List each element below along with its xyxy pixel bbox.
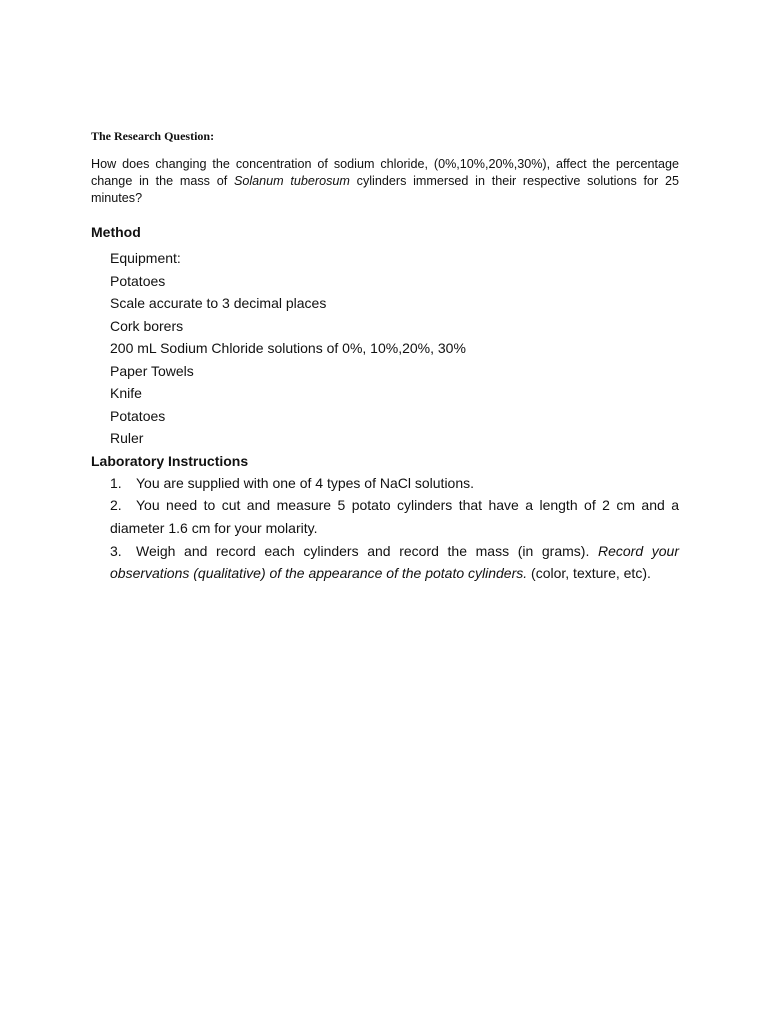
step-number: 2. — [110, 497, 122, 514]
research-question-text — [91, 156, 679, 207]
step-text: You need to cut and measure 5 potato cylinders that have a length of 2 cm and a diameter 1.6 cm for your molarity. — [110, 497, 679, 536]
list-item: Equipment: — [110, 250, 181, 266]
instruction-step — [110, 494, 679, 539]
list-item: Potatoes — [110, 272, 166, 289]
lab-instructions-heading: Laboratory Instructions — [91, 452, 249, 469]
instruction-step — [110, 540, 679, 585]
list-item: Knife — [110, 385, 142, 401]
research-question-text-part2: cylinders immersed in their respective solutions for 25 minutes? — [91, 174, 679, 205]
species-name: Solanum tuberosum — [233, 174, 350, 188]
list-item: Paper Towels — [110, 362, 194, 379]
instruction-step — [110, 472, 679, 495]
step-number: 3. — [110, 542, 122, 559]
list-item: Potatoes — [110, 407, 166, 424]
list-item: Cork borers — [110, 317, 184, 334]
list-item: Scale accurate to 3 decimal places — [110, 295, 327, 311]
step-text: You are supplied with one of 4 types of NaCl solutions. — [136, 474, 475, 491]
step-text-after: (color, texture, etc). — [527, 565, 651, 582]
research-question-text-part1: How does changing the concentration of sodium chloride, (0%,10%,20%,30%), affect the percentage change in the mass of — [91, 157, 679, 188]
research-question-heading: The Research Question: — [91, 129, 215, 143]
step-text: Weigh and record each cylinders and record the mass (in grams). — [136, 542, 598, 559]
list-item: 200 mL Sodium Chloride solutions of 0%, 10%,20%, 30% — [110, 340, 466, 356]
document-page — [91, 128, 679, 585]
equipment-list — [91, 247, 679, 450]
instruction-steps — [91, 472, 679, 586]
step-italic-text: Record your observations (qualitative) of the appearance of the potato cylinders. — [110, 542, 679, 582]
list-item: Ruler — [110, 430, 144, 446]
method-heading: Method — [91, 224, 141, 240]
step-number: 1. — [110, 474, 122, 491]
